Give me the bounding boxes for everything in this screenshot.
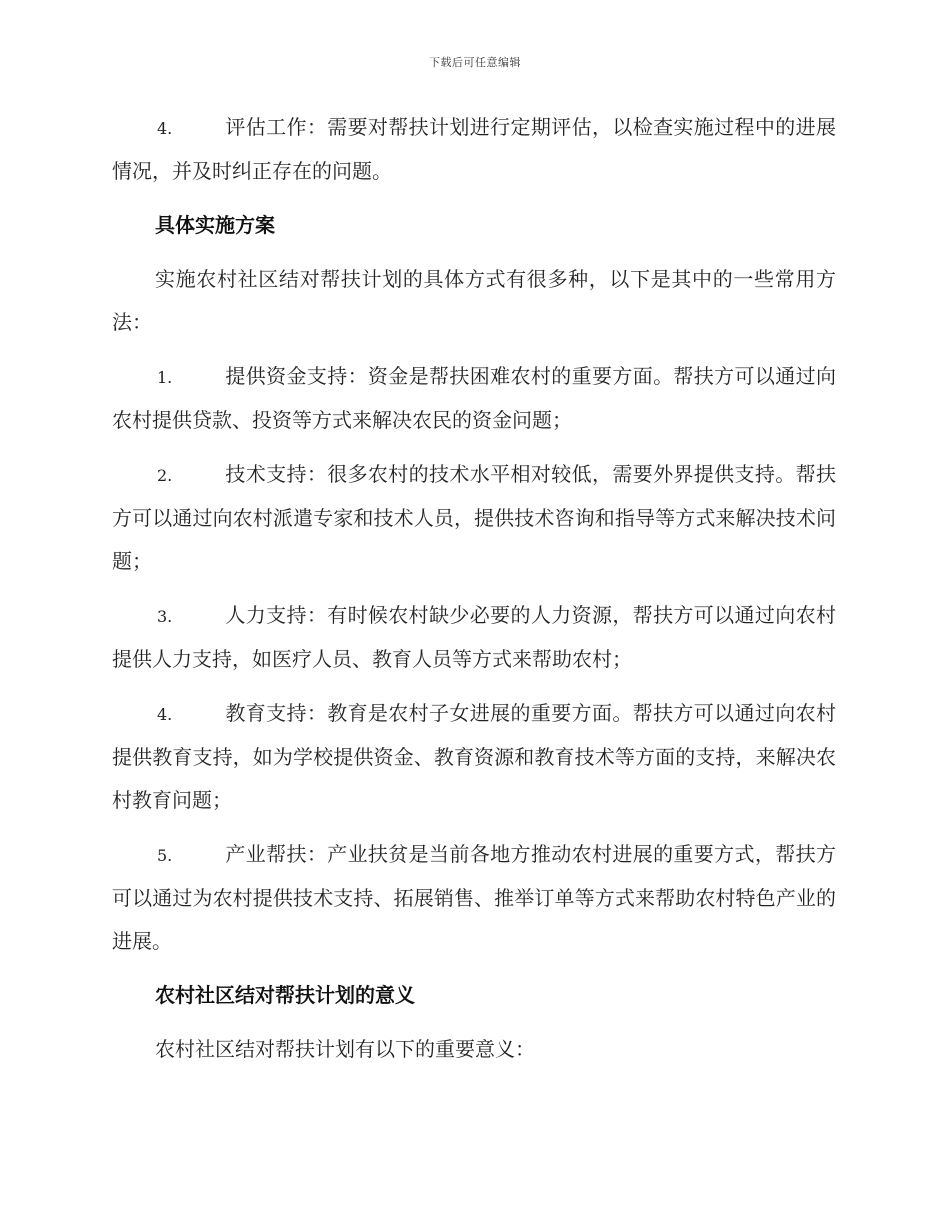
list-number: 4. [157, 705, 173, 724]
paragraph-implementation-intro: 实施农村社区结对帮扶计划的具体方式有很多种，以下是其中的一些常用方法： [112, 267, 836, 334]
section-heading-significance: 农村社区结对帮扶计划的意义 [155, 983, 415, 1007]
list-text: 产业帮扶：产业扶贫是当前各地方推动农村进展的重要方式，帮扶方可以通过为农村提供技术支持、拓展销售、推举订单等方式来帮助农村特色产业的进展。 [112, 842, 836, 953]
header-note: 下载后可任意编辑 [429, 56, 521, 69]
list-item-industry [112, 833, 836, 963]
list-text: 教育支持：教育是农村子女进展的重要方面。帮扶方可以通过向农村提供教育支持，如为学校提供资金、教育资源和教育技术等方面的支持，来解决农村教育问题； [112, 701, 836, 812]
list-number: 2. [157, 466, 173, 485]
list-number: 4. [157, 119, 173, 138]
document-body [112, 106, 836, 1082]
list-number: 1. [157, 368, 173, 387]
list-item-technology [112, 453, 836, 583]
list-text: 评估工作：需要对帮扶计划进行定期评估，以检查实施过程中的进展情况，并及时纠正存在的问题。 [112, 115, 836, 183]
list-text: 提供资金支持：资金是帮扶困难农村的重要方面。帮扶方可以通过向农村提供贷款、投资等方式来解决农民的资金问题； [112, 364, 836, 432]
list-number: 5. [157, 846, 173, 865]
list-number: 3. [157, 607, 173, 626]
list-item-manpower [112, 594, 836, 681]
list-item-evaluation [112, 106, 836, 193]
list-item-funding [112, 355, 836, 442]
list-text: 技术支持：很多农村的技术水平相对较低，需要外界提供支持。帮扶方可以通过向农村派遣专家和技术人员，提供技术咨询和指导等方式来解决技术问题； [112, 462, 836, 573]
paragraph-significance-intro: 农村社区结对帮扶计划有以下的重要意义： [155, 1037, 535, 1061]
list-item-education [112, 692, 836, 822]
list-text: 人力支持：有时候农村缺少必要的人力资源，帮扶方可以通过向农村提供人力支持，如医疗人员、教育人员等方式来帮助农村； [112, 603, 836, 671]
section-heading-implementation: 具体实施方案 [155, 213, 275, 237]
